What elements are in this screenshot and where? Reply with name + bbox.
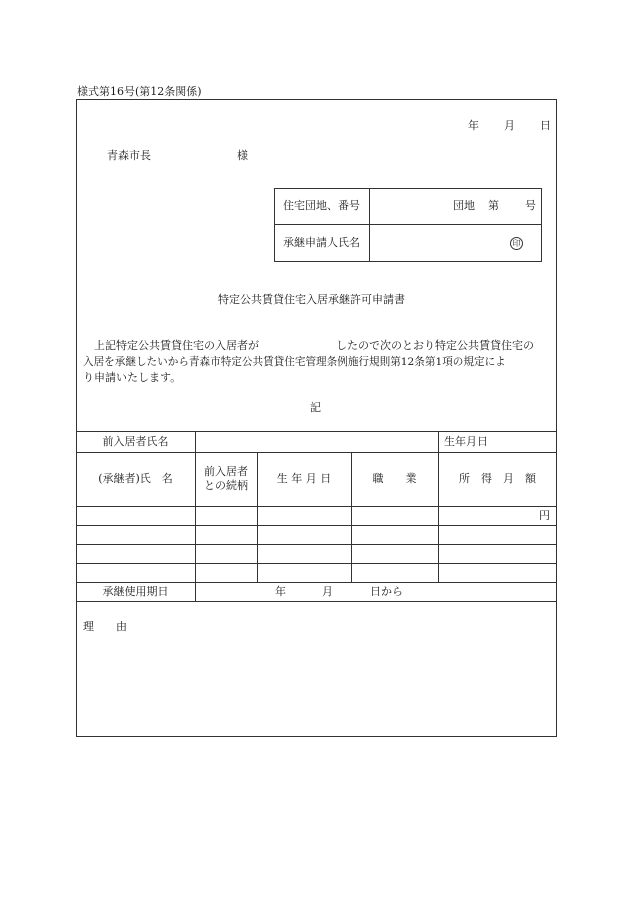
seal-mark: 印: [510, 236, 523, 250]
form-number: 様式第16号(第12条関係): [77, 85, 202, 98]
col-relation-line1: 前入居者: [204, 465, 248, 478]
date-day: 日: [540, 119, 551, 132]
col-relation: [195, 452, 257, 506]
prev-tenant-birth-label: 生年月日: [444, 435, 488, 448]
col-birth: 生 年 月 日: [276, 472, 332, 485]
housing-number-label: 住宅団地、番号: [283, 199, 360, 212]
ki-mark: 記: [310, 401, 321, 414]
housing-danchi: 団地: [453, 199, 475, 212]
period-year: 年: [275, 585, 286, 598]
successor-name-label: 承継申請人氏名: [283, 236, 360, 249]
col-job: 職 業: [372, 472, 417, 485]
reason-label: 理 由: [83, 620, 127, 633]
income-yen-unit: 円: [539, 509, 550, 522]
document-title: 特定公共賃貸住宅入居承継許可申請書: [218, 293, 405, 306]
period-label: 承継使用期日: [102, 584, 169, 598]
col-income: 所 得 月 額: [459, 472, 536, 485]
prev-tenant-name-label: 前入居者氏名: [102, 434, 169, 448]
addressee-name: 青森市長: [107, 149, 151, 162]
body-line1-a: 上記特定公共賃貸住宅の入居者が: [94, 339, 259, 352]
col-successor-name: (承継者)氏 名: [98, 472, 173, 485]
addressee-honorific: 様: [237, 149, 248, 162]
date-month: 月: [504, 119, 515, 132]
housing-dai: 第: [488, 199, 499, 212]
period-from: 日から: [370, 585, 403, 598]
body-line2: 入居を承継したいから青森市特定公共賃貸住宅管理条例施行規則第12条第1項の規定によ: [83, 356, 506, 368]
date-year: 年: [468, 119, 479, 132]
col-relation-line2: との続柄: [204, 479, 248, 492]
body-line3: り申請いたします。: [83, 371, 182, 384]
body-line1-b: したので次のとおり特定公共賃貸住宅の: [336, 339, 534, 352]
period-month: 月: [322, 585, 333, 598]
housing-go: 号: [525, 199, 536, 212]
